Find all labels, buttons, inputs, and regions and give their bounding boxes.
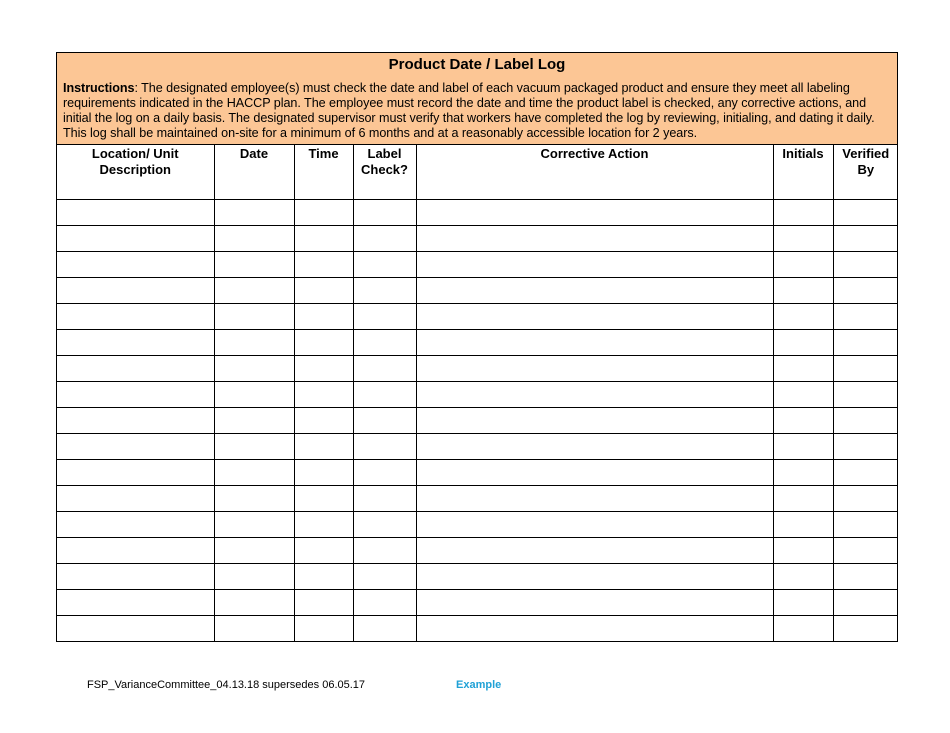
log-entry-cell[interactable] — [353, 512, 416, 538]
log-entry-cell[interactable] — [773, 252, 833, 278]
log-entry-cell[interactable] — [57, 252, 214, 278]
log-entry-cell[interactable] — [294, 226, 353, 252]
log-entry-cell[interactable] — [294, 382, 353, 408]
log-entry-cell[interactable] — [294, 434, 353, 460]
log-entry-cell[interactable] — [833, 330, 898, 356]
table-row — [57, 434, 898, 460]
table-row — [57, 460, 898, 486]
log-entry-cell[interactable] — [416, 356, 773, 382]
log-entry-cell[interactable] — [294, 304, 353, 330]
log-entry-cell[interactable] — [416, 330, 773, 356]
table-row — [57, 564, 898, 590]
log-entry-cell[interactable] — [57, 590, 214, 616]
column-header-line: Corrective Action — [540, 146, 649, 161]
log-entry-cell[interactable] — [353, 200, 416, 226]
column-header-line: Location/ Unit — [91, 146, 179, 161]
log-entry-cell[interactable] — [353, 486, 416, 512]
table-row — [57, 486, 898, 512]
log-entry-cell[interactable] — [353, 356, 416, 382]
log-entry-cell[interactable] — [773, 278, 833, 304]
log-entry-cell[interactable] — [57, 616, 214, 642]
log-entry-cell[interactable] — [773, 616, 833, 642]
log-entry-cell[interactable] — [214, 226, 294, 252]
log-entry-cell[interactable] — [773, 408, 833, 434]
log-entry-cell[interactable] — [294, 200, 353, 226]
log-entry-cell[interactable] — [416, 304, 773, 330]
log-entry-cell[interactable] — [833, 512, 898, 538]
version-note: FSP_VarianceCommittee_04.13.18 supersedes 06.05.17 — [87, 679, 366, 691]
log-entry-cell[interactable] — [294, 486, 353, 512]
column-header — [773, 145, 833, 200]
log-entry-cell[interactable] — [214, 252, 294, 278]
log-entry-cell[interactable] — [294, 512, 353, 538]
log-entry-cell[interactable] — [353, 226, 416, 252]
log-entry-cell[interactable] — [214, 330, 294, 356]
table-row — [57, 278, 898, 304]
log-entry-cell[interactable] — [57, 382, 214, 408]
log-entry-cell[interactable] — [773, 512, 833, 538]
log-entry-cell[interactable] — [294, 356, 353, 382]
column-header — [416, 145, 773, 200]
table-row — [57, 590, 898, 616]
log-entry-cell[interactable] — [57, 226, 214, 252]
log-entry-cell[interactable] — [214, 408, 294, 434]
log-entry-cell[interactable] — [353, 434, 416, 460]
log-entry-cell[interactable] — [57, 356, 214, 382]
log-entry-cell[interactable] — [416, 512, 773, 538]
column-header — [214, 145, 294, 200]
log-entry-cell[interactable] — [57, 434, 214, 460]
log-entry-cell[interactable] — [353, 408, 416, 434]
log-entry-cell[interactable] — [773, 590, 833, 616]
log-entry-cell[interactable] — [294, 564, 353, 590]
log-entry-cell[interactable] — [773, 460, 833, 486]
log-entry-cell[interactable] — [416, 616, 773, 642]
log-entry-cell[interactable] — [57, 278, 214, 304]
table-row — [57, 226, 898, 252]
table-row — [57, 616, 898, 642]
log-entry-cell[interactable] — [833, 590, 898, 616]
column-header-line: Verified — [842, 146, 890, 161]
table-row — [57, 538, 898, 564]
log-entry-cell[interactable] — [416, 590, 773, 616]
log-entry-cell[interactable] — [353, 616, 416, 642]
log-entry-cell[interactable] — [214, 460, 294, 486]
log-entry-cell[interactable] — [57, 486, 214, 512]
log-entry-cell[interactable] — [833, 382, 898, 408]
table-row — [57, 304, 898, 330]
log-entry-cell[interactable] — [773, 434, 833, 460]
table-row — [57, 408, 898, 434]
log-entry-cell[interactable] — [416, 564, 773, 590]
log-entry-cell[interactable] — [773, 382, 833, 408]
log-entry-cell[interactable] — [57, 304, 214, 330]
log-entry-cell[interactable] — [833, 460, 898, 486]
column-header-line: Time — [308, 146, 339, 161]
log-entry-cell[interactable] — [57, 512, 214, 538]
log-entry-cell[interactable] — [214, 200, 294, 226]
log-entry-cell[interactable] — [294, 278, 353, 304]
log-entry-cell[interactable] — [214, 382, 294, 408]
table-row — [57, 200, 898, 226]
log-entry-cell[interactable] — [773, 226, 833, 252]
log-entry-cell[interactable] — [214, 356, 294, 382]
log-entry-cell[interactable] — [214, 616, 294, 642]
log-entry-cell[interactable] — [416, 226, 773, 252]
log-entry-cell[interactable] — [773, 538, 833, 564]
log-entry-cell[interactable] — [773, 486, 833, 512]
form-title: Product Date / Label Log — [388, 56, 566, 73]
log-entry-cell[interactable] — [353, 278, 416, 304]
log-entry-cell[interactable] — [294, 252, 353, 278]
table-row — [57, 252, 898, 278]
table-row — [57, 382, 898, 408]
log-entry-cell[interactable] — [294, 590, 353, 616]
log-entry-cell[interactable] — [416, 408, 773, 434]
log-entry-cell[interactable] — [833, 616, 898, 642]
column-header — [833, 145, 898, 200]
log-entry-cell[interactable] — [773, 200, 833, 226]
column-header-line: Description — [99, 162, 171, 177]
log-entry-cell[interactable] — [57, 538, 214, 564]
log-entry-cell[interactable] — [833, 486, 898, 512]
column-header-line: Initials — [782, 146, 824, 161]
log-entry-cell[interactable] — [833, 356, 898, 382]
table-row — [57, 330, 898, 356]
log-entry-cell[interactable] — [294, 538, 353, 564]
log-entry-cell[interactable] — [353, 460, 416, 486]
log-entry-cell[interactable] — [294, 616, 353, 642]
column-header-line: By — [857, 162, 875, 177]
log-entry-cell[interactable] — [353, 564, 416, 590]
log-form — [56, 52, 898, 642]
log-entry-cell[interactable] — [214, 434, 294, 460]
instructions-label: Instructions — [63, 81, 135, 95]
table-body — [57, 200, 898, 642]
column-header-line: Date — [239, 146, 269, 161]
log-entry-cell[interactable] — [773, 330, 833, 356]
column-header — [57, 145, 214, 200]
log-table — [57, 145, 898, 641]
table-row — [57, 356, 898, 382]
log-entry-cell[interactable] — [214, 512, 294, 538]
column-header — [294, 145, 353, 200]
log-entry-cell[interactable] — [416, 538, 773, 564]
log-entry-cell[interactable] — [214, 278, 294, 304]
log-entry-cell[interactable] — [773, 304, 833, 330]
log-entry-cell[interactable] — [214, 590, 294, 616]
log-entry-cell[interactable] — [57, 564, 214, 590]
log-entry-cell[interactable] — [353, 382, 416, 408]
log-entry-cell[interactable] — [416, 278, 773, 304]
log-entry-cell[interactable] — [833, 252, 898, 278]
log-entry-cell[interactable] — [416, 486, 773, 512]
log-entry-cell[interactable] — [416, 460, 773, 486]
column-header — [353, 145, 416, 200]
log-entry-cell[interactable] — [833, 434, 898, 460]
log-entry-cell[interactable] — [773, 356, 833, 382]
log-entry-cell[interactable] — [416, 382, 773, 408]
log-entry-cell[interactable] — [353, 304, 416, 330]
table-row — [57, 512, 898, 538]
log-entry-cell[interactable] — [57, 330, 214, 356]
example-link[interactable]: Example — [456, 679, 502, 691]
table-header-row — [57, 145, 898, 200]
log-entry-cell[interactable] — [416, 434, 773, 460]
log-entry-cell[interactable] — [57, 460, 214, 486]
log-entry-cell[interactable] — [353, 538, 416, 564]
log-entry-cell[interactable] — [353, 330, 416, 356]
column-header-line: Label — [367, 146, 402, 161]
log-entry-cell[interactable] — [833, 564, 898, 590]
log-entry-cell[interactable] — [214, 538, 294, 564]
column-header-line: Check? — [361, 162, 408, 177]
log-entry-cell[interactable] — [353, 590, 416, 616]
log-entry-cell[interactable] — [416, 200, 773, 226]
form-header — [57, 53, 897, 145]
log-entry-cell[interactable] — [57, 408, 214, 434]
instructions-body: : The designated employee(s) must check the date and label of each vacuum packaged product and ensure they meet all labeling requirements indicated in the HACCP plan. The employee must record the date and time the product label is checked, any corrective actions, and initial the log on a daily basis. The designated supervisor must verify that workers have completed the log by reviewing, initialing, and dating it daily. This log shall be maintained on-site for a minimum of 6 months and at a reasonably accessible location for 2 years. — [63, 81, 875, 140]
log-entry-cell[interactable] — [833, 226, 898, 252]
log-entry-cell[interactable] — [833, 408, 898, 434]
log-entry-cell[interactable] — [294, 330, 353, 356]
log-entry-cell[interactable] — [214, 486, 294, 512]
log-entry-cell[interactable] — [353, 252, 416, 278]
log-entry-cell[interactable] — [214, 564, 294, 590]
instructions-text — [63, 81, 891, 141]
log-entry-cell[interactable] — [214, 304, 294, 330]
log-entry-cell[interactable] — [833, 278, 898, 304]
log-entry-cell[interactable] — [416, 252, 773, 278]
log-entry-cell[interactable] — [57, 200, 214, 226]
log-entry-cell[interactable] — [773, 564, 833, 590]
log-entry-cell[interactable] — [833, 200, 898, 226]
log-entry-cell[interactable] — [833, 304, 898, 330]
log-entry-cell[interactable] — [833, 538, 898, 564]
log-entry-cell[interactable] — [294, 460, 353, 486]
log-entry-cell[interactable] — [294, 408, 353, 434]
